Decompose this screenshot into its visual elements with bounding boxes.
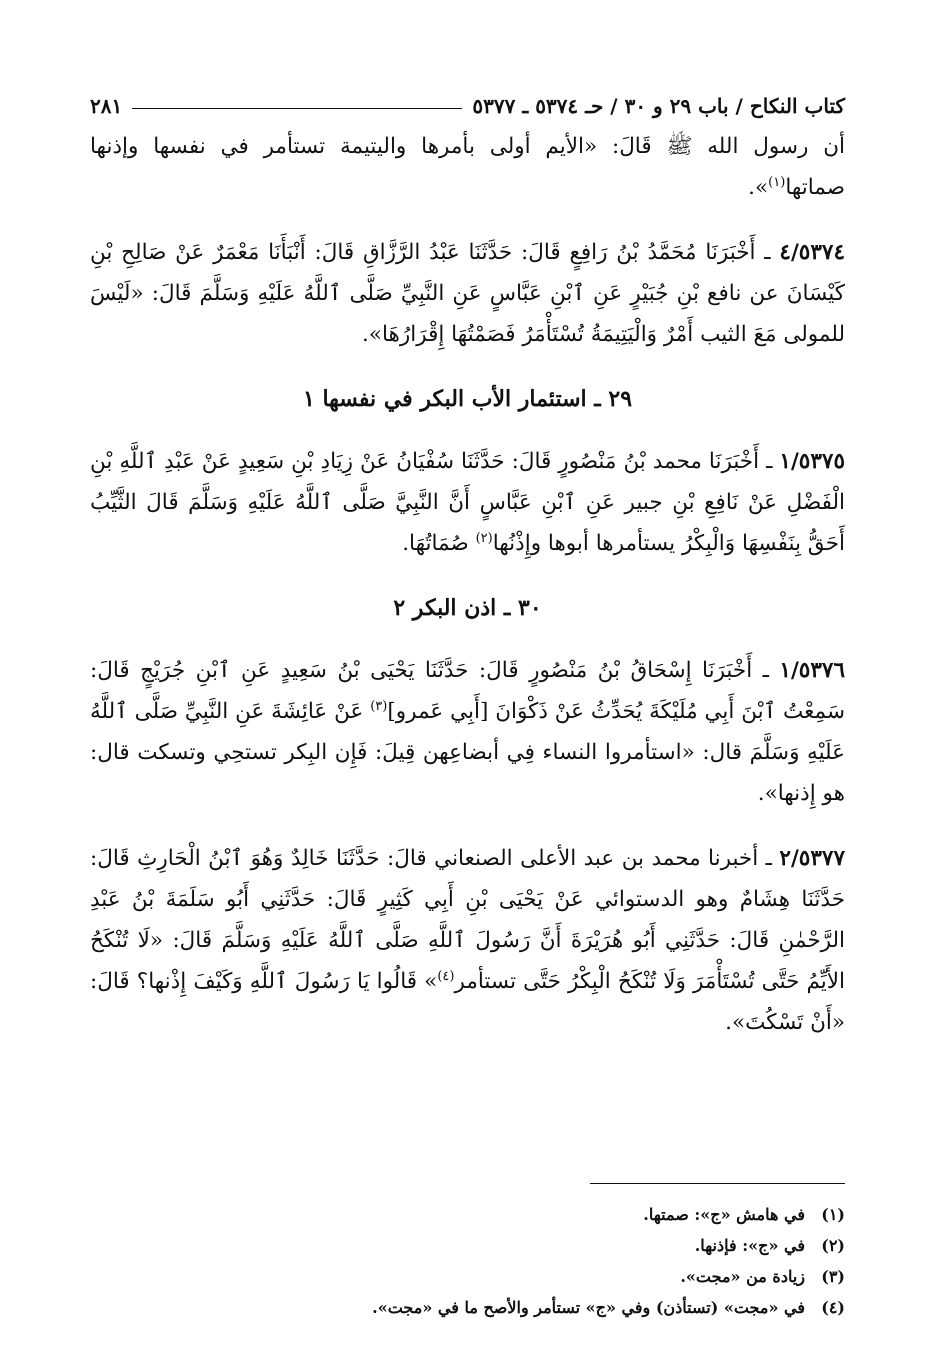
hadith-tail: عَنْ عَائِشَةَ عَنِ النَّبِيِّ صَلَّى ٱللَّهُ عَلَيْهِ وَسَلَّمَ قال: «استأمروا النساء فِي أبضاعِهن قِيلَ: فَإِن البِكر تستحِي وتسكت قال: هو إِذنها».	[90, 699, 845, 806]
hadith-text: ـ أَخْبَرَنَا محمد بْنُ مَنْصُورٍ قَالَ: حَدَّثَنَا سُفْيَانُ عَنْ زِيَادِ بْنِ سَعِيدٍ عَنْ عَبْدِ ٱللَّهِ بْنِ الْفَضْلِ عَنْ نَافِعِ بْنِ جبير عَنِ ٱبْنِ عَبَّاسٍ أَنَّ النَّبِيَّ صَلَّى ٱللَّهُ عَلَيْهِ وَسَلَّمَ قَالَ الثَّيِّبُ أَحَقُّ بِنَفْسِهَا وَالْبِكْرُ يستأمرها أبوها وإِذْنُها	[90, 449, 845, 556]
footnote-text: في «مجت» (تستأذن) وفي «ج» تستأمر والأصح ما في «مجت».	[372, 1298, 805, 1317]
footnote-ref: (٤)	[437, 968, 455, 984]
footnote-item	[90, 1230, 845, 1261]
footnote-text: زيادة من «مجت».	[680, 1267, 805, 1286]
main-text	[90, 126, 845, 1043]
hadith-5376	[90, 650, 845, 814]
hadith-text: ـ أخبرنا محمد بن عبد الأعلى الصنعاني قالَ: حَدَّثَنَا خَالِدٌ وَهُوَ ٱبْنُ الْحَارِثِ قَالَ: حَدَّثَنَا هِشَامٌ وهو الدستوائي عَنْ يَحْيَى بْنِ أَبِي كَثِيرٍ قَالَ: حَدَّثَنِي أَبُو سَلَمَةَ بْنُ عَبْدِ الرَّحْمٰنِ قَالَ: حَدَّثَنِي أَبُو هُرَيْرَةَ أَنَّ رَسُولَ ٱللَّهِ صَلَّى ٱللَّهُ عَلَيْهِ وَسَلَّمَ قَالَ: «لَا تُنْكَحُ الأَيِّمُ حَتَّى تُسْتَأْمَرَ وَلَا تُنْكَحُ الْبِكْرُ حَتَّى تستأمر	[90, 846, 845, 994]
footnote-separator	[590, 1183, 845, 1184]
paragraph-tail: ».	[748, 175, 769, 200]
hadith-5377	[90, 838, 845, 1043]
hadith-text: ـ أَخْبَرَنَا مُحَمَّدُ بْنُ رَافِعٍ قَالَ: حَدَّثَنَا عَبْدُ الرَّزَّاقِ قَالَ: أَنْبَأَنَا مَعْمَرٌ عَنْ صَالِحِ بْنِ كَيْسَانَ عن نافع بْنِ جُبَيْرٍ عَنِ ٱبْنِ عَبَّاسٍ عَنِ النَّبِيِّ صَلَّى ٱللَّهُ عَلَيْهِ وَسَلَّمَ قَالَ: «لَيْسَ للمولى مَعَ الثيب أَمْرٌ وَالْيَتِيمَةُ تُسْتَأْمَرُ فَصَمْتُهَا إِقْرَارُهَا».	[90, 240, 845, 347]
footnote-item	[90, 1292, 845, 1323]
hadith-tail: صُمَاتُهَا.	[402, 531, 476, 556]
chapter-heading-30: ٣٠ ـ اذن البكر ٢	[393, 595, 542, 621]
header-rule	[132, 108, 462, 109]
hadith-text: ـ أَخْبَرَنَا إِسْحَاقُ بْنُ مَنْصُورٍ قَالَ: حَدَّثَنَا يَحْيَى بْنُ سَعِيدٍ عَنِ ٱبْنِ جُرَيْجٍ قَالَ: سَمِعْتُ ٱبْنَ أَبِي مُلَيْكَةَ يُحَدِّثُ عَنْ ذَكْوَانَ [أَبِي عَمرو]	[90, 658, 845, 724]
footnote-text: في «ج»: فإذنها.	[694, 1236, 805, 1255]
hadith-number: ١/٥٣٧٦	[779, 658, 845, 683]
footnote-item	[90, 1261, 845, 1292]
header-title: كتاب النكاح / باب ٢٩ و ٣٠ / حـ ٥٣٧٤ ـ ٥٣٧٧	[472, 94, 845, 118]
footnote-number: (١)	[821, 1205, 845, 1224]
hadith-number: ٢/٥٣٧٧	[779, 846, 845, 871]
running-header	[90, 84, 845, 118]
hadith-5375	[90, 441, 845, 564]
footnote-text: في هامش «ج»: صمتها.	[643, 1205, 805, 1224]
footnotes	[90, 1199, 845, 1323]
footnote-ref: (٣)	[370, 698, 388, 714]
hadith-5374	[90, 232, 845, 355]
footnote-ref: (٢)	[475, 530, 493, 546]
footnote-number: (٣)	[821, 1267, 845, 1286]
hadith-number: ٤/٥٣٧٤	[779, 240, 845, 265]
footnote-number: (٢)	[821, 1236, 845, 1255]
footnote-ref: (١)	[768, 174, 786, 190]
footnote-item	[90, 1199, 845, 1230]
paragraph-text: أن رسول الله ﷺ قَالَ: «الأيم أولى بأمرها واليتيمة تستأمر في نفسها وإذنها صماتها	[90, 134, 845, 200]
chapter-heading-29: ٢٩ ـ استئمار الأب البكر في نفسها ١	[302, 386, 633, 412]
page-number: ٢٨١	[90, 94, 123, 118]
paragraph-continuation	[90, 126, 845, 208]
hadith-tail: » قَالُوا يَا رَسُولَ ٱللَّهِ وَكَيْفَ إِذْنها؟ قَالَ: «أَنْ تَسْكُتَ».	[90, 969, 845, 1035]
footnote-number: (٤)	[821, 1298, 845, 1317]
hadith-number: ١/٥٣٧٥	[779, 449, 845, 474]
